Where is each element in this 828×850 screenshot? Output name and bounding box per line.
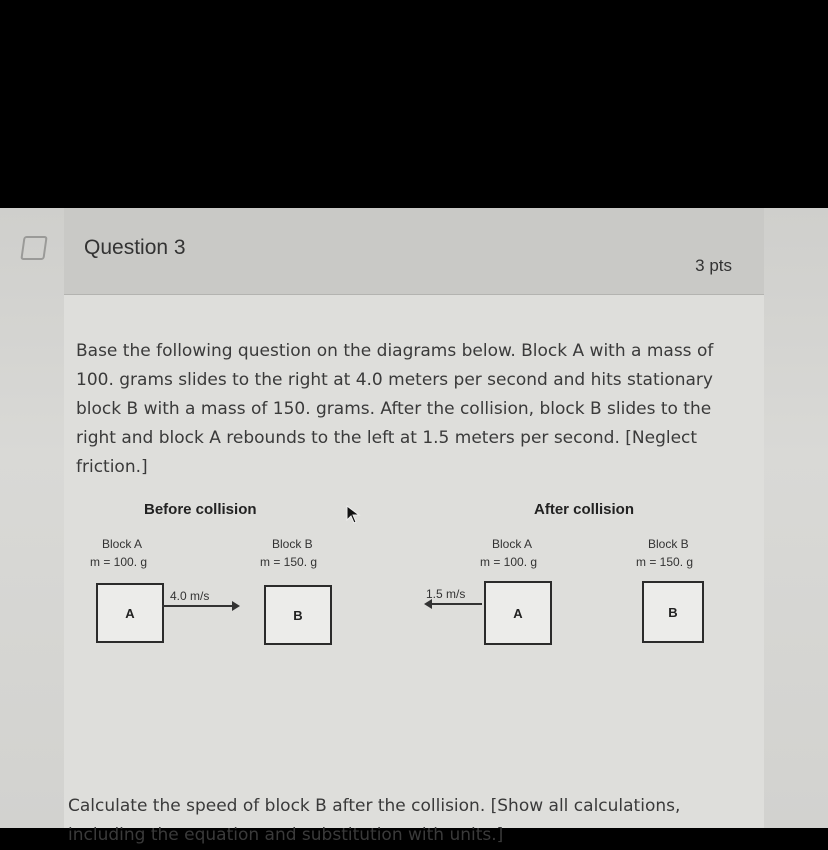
after-block-a-mass: m = 100. g	[480, 555, 538, 569]
after-block-a: A	[484, 581, 552, 645]
before-velocity-a: 4.0 m/s	[170, 589, 210, 603]
question-header	[64, 208, 764, 295]
after-block-b: B	[642, 581, 704, 643]
after-velocity-arrow	[426, 603, 482, 605]
after-block-b-name: Block B	[648, 537, 689, 551]
before-block-a-name: Block A	[102, 537, 143, 551]
flag-question-icon[interactable]	[20, 236, 47, 260]
after-block-a-name: Block A	[492, 537, 533, 551]
left-gutter	[0, 208, 65, 828]
mouse-cursor-icon	[346, 505, 362, 525]
after-velocity-a: 1.5 m/s	[426, 587, 466, 601]
before-block-b-name: Block B	[272, 537, 313, 551]
before-block-a: A	[96, 583, 164, 643]
question-points: 3 pts	[695, 256, 732, 275]
before-block-a-mass: m = 100. g	[90, 555, 148, 569]
question-title: Question 3	[84, 236, 186, 259]
question-prompt: Base the following question on the diagrams below. Block A with a mass of 100. grams slides to the right at 4.0 meters per second and hits stationary block B with a mass of 150. grams. After the collision, block B slides to the right and block A rebounds to the left at 1.5 meters per second. [Neglect friction.]	[76, 341, 714, 477]
before-block-b-mass: m = 150. g	[260, 555, 318, 569]
before-block-b: B	[264, 585, 332, 645]
screen-area	[0, 208, 828, 845]
question-task: Calculate the speed of block B after the collision. [Show all calculations, including the equation and substitution with units.]	[68, 796, 681, 845]
after-heading: After collision	[534, 501, 635, 518]
before-velocity-arrow	[162, 605, 238, 607]
collision-diagram	[64, 501, 764, 675]
after-block-b-mass: m = 150. g	[636, 555, 694, 569]
before-heading: Before collision	[144, 501, 257, 518]
question-body	[64, 295, 764, 845]
